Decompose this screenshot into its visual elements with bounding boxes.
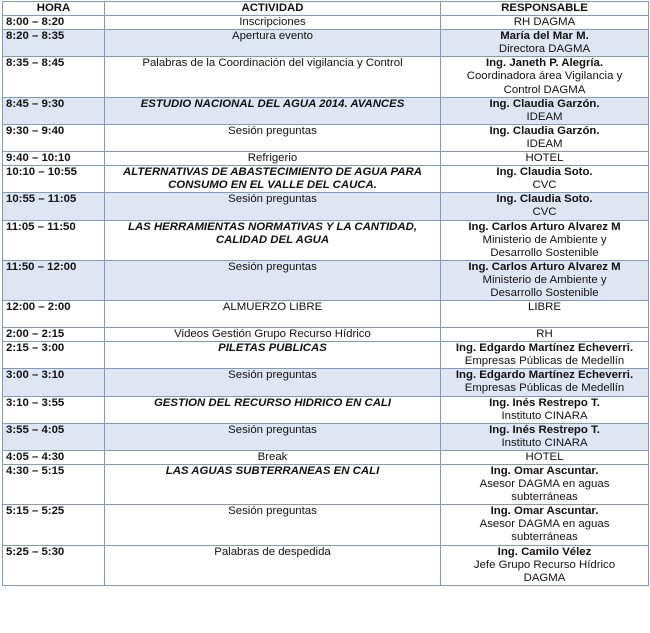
responsable-detail: Ministerio de Ambiente y — [482, 233, 607, 246]
responsable-name: María del Mar M. — [500, 30, 589, 43]
row-hora: 8:00 – 8:20 — [3, 16, 105, 30]
row-responsable — [441, 57, 649, 97]
row-hora: 9:30 – 9:40 — [3, 124, 105, 151]
row-responsable — [441, 220, 649, 260]
responsable-detail: LIBRE — [528, 301, 561, 314]
row-actividad: Sesión preguntas — [105, 505, 441, 545]
agenda-row — [3, 30, 649, 57]
row-actividad: Inscripciones — [105, 16, 441, 30]
header-responsable: RESPONSABLE — [441, 2, 649, 16]
responsable-detail: Asesor DAGMA en aguas — [479, 518, 610, 531]
row-hora: 4:30 – 5:15 — [3, 465, 105, 505]
row-actividad: ESTUDIO NACIONAL DEL AGUA 2014. AVANCES — [105, 97, 441, 124]
row-actividad: Refrigerio — [105, 152, 441, 166]
row-hora: 5:25 – 5:30 — [3, 545, 105, 585]
agenda-row — [3, 369, 649, 396]
row-actividad: Sesión preguntas — [105, 260, 441, 300]
responsable-name: Ing. Inés Restrepo T. — [489, 396, 600, 409]
row-responsable — [441, 423, 649, 450]
row-hora: 12:00 – 2:00 — [3, 301, 105, 328]
responsable-detail: Asesor DAGMA en aguas — [479, 478, 610, 491]
responsable-name: Ing. Camilo Vélez — [497, 545, 592, 558]
agenda-row — [3, 193, 649, 220]
responsable-detail: Empresas Públicas de Medellín — [464, 382, 625, 395]
responsable-detail: Control DAGMA — [503, 83, 586, 96]
responsable-detail: DAGMA — [523, 571, 566, 584]
responsable-detail: Instituto CINARA — [501, 409, 588, 422]
responsable-detail: HOTEL — [525, 450, 564, 463]
agenda-row — [3, 465, 649, 505]
row-hora: 11:05 – 11:50 — [3, 220, 105, 260]
row-actividad: Sesión preguntas — [105, 369, 441, 396]
row-responsable — [441, 328, 649, 342]
row-actividad: Videos Gestión Grupo Recurso Hídrico — [105, 328, 441, 342]
row-hora: 2:00 – 2:15 — [3, 328, 105, 342]
row-hora: 2:15 – 3:00 — [3, 342, 105, 369]
agenda-row — [3, 301, 649, 328]
responsable-detail: Coordinadora área Vigilancia y — [466, 70, 623, 83]
row-actividad: Break — [105, 450, 441, 464]
row-hora: 4:05 – 4:30 — [3, 450, 105, 464]
agenda-row — [3, 342, 649, 369]
responsable-name: Ing. Edgardo Martínez Echeverri. — [455, 342, 634, 355]
agenda-row — [3, 260, 649, 300]
responsable-detail: Empresas Públicas de Medellín — [464, 355, 625, 368]
row-responsable — [441, 342, 649, 369]
responsable-name: Ing. Claudia Soto. — [496, 193, 593, 206]
responsable-name: Ing. Claudia Garzón. — [489, 97, 600, 110]
row-actividad: LAS AGUAS SUBTERRANEAS EN CALI — [105, 465, 441, 505]
responsable-name: Ing. Inés Restrepo T. — [489, 423, 600, 436]
row-actividad: ALMUERZO LIBRE — [105, 301, 441, 328]
agenda-row — [3, 16, 649, 30]
agenda-row — [3, 545, 649, 585]
row-responsable — [441, 369, 649, 396]
row-hora: 5:15 – 5:25 — [3, 505, 105, 545]
row-hora: 10:55 – 11:05 — [3, 193, 105, 220]
header-hora: HORA — [3, 2, 105, 16]
row-actividad: Sesión preguntas — [105, 124, 441, 151]
responsable-name: Ing. Claudia Garzón. — [489, 124, 600, 137]
row-actividad: Palabras de despedida — [105, 545, 441, 585]
responsable-detail: CVC — [532, 179, 557, 192]
row-responsable — [441, 396, 649, 423]
row-responsable — [441, 30, 649, 57]
row-actividad: Sesión preguntas — [105, 423, 441, 450]
responsable-detail: Ministerio de Ambiente y — [482, 273, 607, 286]
agenda-row — [3, 166, 649, 193]
agenda-row — [3, 450, 649, 464]
responsable-detail: IDEAM — [526, 137, 563, 150]
row-hora: 11:50 – 12:00 — [3, 260, 105, 300]
agenda-body — [3, 16, 649, 586]
row-actividad: Sesión preguntas — [105, 193, 441, 220]
row-actividad: PILETAS PUBLICAS — [105, 342, 441, 369]
row-responsable — [441, 465, 649, 505]
agenda-table — [2, 1, 649, 586]
responsable-detail: subterráneas — [511, 531, 578, 544]
agenda-row — [3, 97, 649, 124]
row-hora: 3:55 – 4:05 — [3, 423, 105, 450]
responsable-name: Ing. Carlos Arturo Alvarez M — [468, 220, 621, 233]
responsable-detail: CVC — [532, 206, 557, 219]
responsable-name: Ing. Janeth P. Alegría. — [485, 57, 604, 70]
responsable-detail: Instituto CINARA — [501, 436, 588, 449]
row-hora: 10:10 – 10:55 — [3, 166, 105, 193]
responsable-name: Ing. Omar Ascuntar. — [490, 505, 599, 518]
row-responsable — [441, 450, 649, 464]
row-responsable — [441, 97, 649, 124]
row-hora: 8:20 – 8:35 — [3, 30, 105, 57]
responsable-name: Ing. Omar Ascuntar. — [490, 465, 599, 477]
agenda-row — [3, 396, 649, 423]
agenda-row — [3, 423, 649, 450]
responsable-name: Ing. Carlos Arturo Alvarez M — [468, 260, 621, 273]
row-hora: 8:45 – 9:30 — [3, 97, 105, 124]
agenda-header — [3, 2, 649, 16]
responsable-detail: subterráneas — [511, 491, 578, 504]
row-responsable — [441, 166, 649, 193]
responsable-detail: Directora DAGMA — [498, 43, 591, 56]
responsable-name: Ing. Edgardo Martínez Echeverri. — [455, 369, 634, 382]
row-actividad: ALTERNATIVAS DE ABASTECIMIENTO DE AGUA PARA CONSUMO EN EL VALLE DEL CAUCA. — [105, 166, 441, 193]
agenda-row — [3, 505, 649, 545]
row-responsable — [441, 545, 649, 585]
responsable-detail: RH DAGMA — [513, 16, 576, 29]
row-responsable — [441, 152, 649, 166]
agenda-row — [3, 152, 649, 166]
agenda-row — [3, 124, 649, 151]
row-responsable — [441, 505, 649, 545]
row-responsable — [441, 16, 649, 30]
responsable-detail: Desarrollo Sostenible — [490, 286, 599, 299]
responsable-detail: IDEAM — [526, 110, 563, 123]
row-actividad: Apertura evento — [105, 30, 441, 57]
row-hora: 3:10 – 3:55 — [3, 396, 105, 423]
row-hora: 8:35 – 8:45 — [3, 57, 105, 97]
responsable-detail: Jefe Grupo Recurso Hídrico — [473, 558, 616, 571]
agenda-row — [3, 220, 649, 260]
header-actividad: ACTIVIDAD — [105, 2, 441, 16]
agenda-row — [3, 57, 649, 97]
responsable-detail: Desarrollo Sostenible — [490, 246, 599, 259]
responsable-name: Ing. Claudia Soto. — [496, 166, 593, 179]
responsable-detail: HOTEL — [525, 152, 564, 165]
row-responsable — [441, 301, 649, 328]
row-hora: 3:00 – 3:10 — [3, 369, 105, 396]
responsable-detail: RH — [536, 328, 553, 341]
row-actividad: LAS HERRAMIENTAS NORMATIVAS Y LA CANTIDAD, CALIDAD DEL AGUA — [105, 220, 441, 260]
agenda-row — [3, 328, 649, 342]
row-responsable — [441, 260, 649, 300]
row-hora: 9:40 – 10:10 — [3, 152, 105, 166]
row-responsable — [441, 193, 649, 220]
row-actividad: GESTION DEL RECURSO HIDRICO EN CALI — [105, 396, 441, 423]
row-actividad: Palabras de la Coordinación del vigilancia y Control — [105, 57, 441, 97]
row-responsable — [441, 124, 649, 151]
